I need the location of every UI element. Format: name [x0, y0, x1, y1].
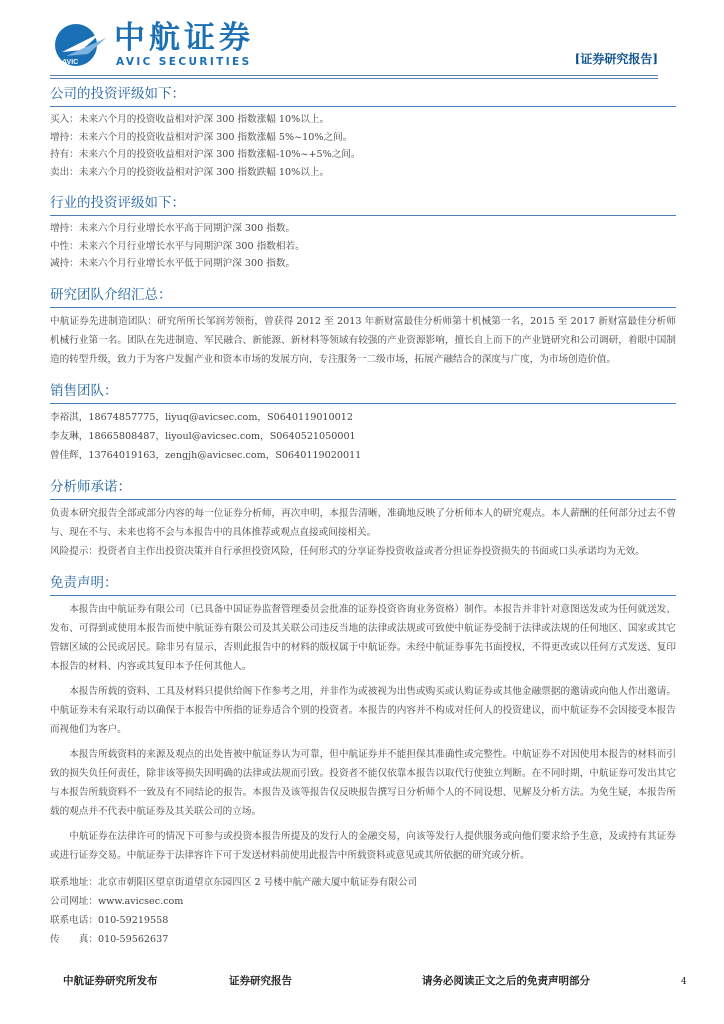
contact-block — [50, 873, 676, 949]
report-type-tag: [证券研究报告] — [574, 52, 658, 66]
svg-text:AVIC: AVIC — [62, 59, 79, 66]
disclaimer-paragraph: 本报告由中航证券有限公司（已具备中国证券监督管理委员会批准的证券投资咨询业务资格）制作。本报告并非针对意图送发或为任何就送发、发布、可得到或使用本报告而使中航证券有限公司及其关联公司违反当地的法律或法规或可致使中航证券受制于法律或法规的任何地区、国家或其它管辖区域的公民或居民。除非另有显示，否则此报告中的材料的版权属于中航证券。未经中航证券事先书面授权，不得更改或以任何方式发送、复印本报告的材料、内容或其复印本予任何其他人。 — [50, 603, 676, 672]
company-rating-sell: 卖出：未来六个月的投资收益相对沪深 300 指数跌幅 10%以上。 — [50, 166, 330, 178]
footer-disclaimer-note: 请务必阅读正文之后的免责声明部分 — [422, 975, 590, 987]
contact-address: 联系地址：北京市朝阳区望京街道望京东园四区 2 号楼中航产融大厦中航证券有限公司 — [50, 876, 418, 888]
header-divider-thin — [50, 78, 658, 79]
research-team-title: 研究团队介绍汇总： — [50, 285, 676, 308]
avic-logo-icon — [52, 20, 112, 70]
company-rating-hold: 持有：未来六个月的投资收益相对沪深 300 指数涨幅-10%~+5%之间。 — [50, 149, 361, 160]
industry-rating-neutral: 中性：未来六个月行业增长水平与同期沪深 300 指数相若。 — [50, 240, 305, 252]
contact-fax: 传 真：010-59562637 — [50, 933, 169, 945]
sales-contact: 李裕淇，18674857775，liyuq@avicsec.com，S0640119010012 — [50, 411, 353, 423]
disclaimer-paragraph: 本报告所载的资料、工具及材料只提供给阁下作参考之用，并非作为或被视为出售或购买或认购证券或其他金融票据的邀请或向他人作出邀请。中航证券未有采取行动以确保于本报告中所指的证券适合个别的投资者。本报告的内容并不构成对任何人的投资建议，而中航证券不会因接受本报告而视他们为客户。 — [50, 685, 676, 735]
company-rating-overweight: 增持：未来六个月的投资收益相对沪深 300 指数涨幅 5%~10%之间。 — [50, 131, 353, 143]
industry-rating-overweight: 增持：未来六个月行业增长水平高于同期沪深 300 指数。 — [50, 223, 296, 234]
contact-website[interactable]: 公司网址：www.avicsec.com — [50, 895, 184, 907]
footer-publisher: 中航证券研究所发布 — [63, 975, 158, 987]
disclaimer-paragraph: 中航证券在法律许可的情况下可参与或投资本报告所提及的发行人的金融交易，向该等发行人提供服务或向他们要求给予生意，及或持有其证券或进行证券交易。中航证券于法律容许下可于发送材料前使用此报告中所载资料或意见或其所依据的研究或分析。 — [50, 830, 676, 861]
research-team-text: 中航证券先进制造团队：研究所所长邹润芳领衔，曾获得 2012 至 2013 年新财富最佳分析师第十机械第一名，2015 至 2017 新财富最佳分析师机械行业第一名。团队在先进制造、军民融合、新能源、新材料等领域有较强的产业资源影响，擅长自上而下的产业链研究和公司调研，着眼中国制造的转型升级，致力于为客户发掘产业和资本市场的发展方向，专注服务一二级市场，拓展产融结合的深度与广度，为市场创造价值。 — [50, 315, 676, 365]
company-rating-title: 公司的投资评级如下： — [50, 84, 676, 107]
risk-warning-text: 风险提示：投资者自主作出投资决策并自行承担投资风险，任何形式的分享证券投资收益或者分担证券投资损失的书面或口头承诺均为无效。 — [50, 545, 645, 557]
main-content — [50, 84, 676, 949]
footer-report-type: 证券研究报告 — [229, 975, 292, 987]
company-rating-buy: 买入：未来六个月的投资收益相对沪深 300 指数涨幅 10%以上。 — [50, 114, 330, 125]
analyst-pledge-title: 分析师承诺： — [50, 477, 676, 500]
industry-rating-underweight: 减持：未来六个月行业增长水平低于同期沪深 300 指数。 — [50, 258, 296, 269]
disclaimer-paragraph: 本报告所载资料的来源及观点的出处皆被中航证券认为可靠，但中航证券并不能担保其准确性或完整性。中航证券不对因使用本报告的材料而引致的损失负任何责任，除非该等损失因明确的法律或法规而引致。投资者不能仅依靠本报告以取代行使独立判断。在不同时期，中航证券可发出其它与本报告所载资料不一致及有不同结论的报告。本报告及该等报告仅反映报告撰写日分析师个人的不同设想、见解及分析方法。为免生疑，本报告所载的观点并不代表中航证券及其关联公司的立场。 — [50, 748, 676, 817]
page-number: 4 — [681, 977, 687, 987]
sales-contact: 曾佳辉，13764019163，zengjh@avicsec.com，S0640119020011 — [50, 449, 362, 461]
brand-name-cn: 中航证券 — [114, 20, 254, 56]
contact-phone: 联系电话：010-59219558 — [50, 914, 169, 926]
page-header — [0, 0, 724, 80]
analyst-pledge-text: 负责本研究报告全部或部分内容的每一位证券分析师，再次申明，本报告清晰、准确地反映了分析师本人的研究观点。本人薪酬的任何部分过去不曾与、现在不与、未来也将不会与本报告中的具体推荐或观点直接或间接相关。 — [50, 507, 676, 538]
brand-name-en: AVIC SECURITIES — [116, 56, 252, 68]
header-divider — [50, 75, 658, 76]
sales-contact: 李友琳，18665808487，liyoul@avicsec.com，S0640521050001 — [50, 430, 356, 442]
sales-team-title: 销售团队： — [50, 381, 676, 404]
disclaimer-title: 免责声明： — [50, 573, 676, 596]
page-footer — [0, 965, 724, 1005]
industry-rating-title: 行业的投资评级如下： — [50, 193, 676, 216]
